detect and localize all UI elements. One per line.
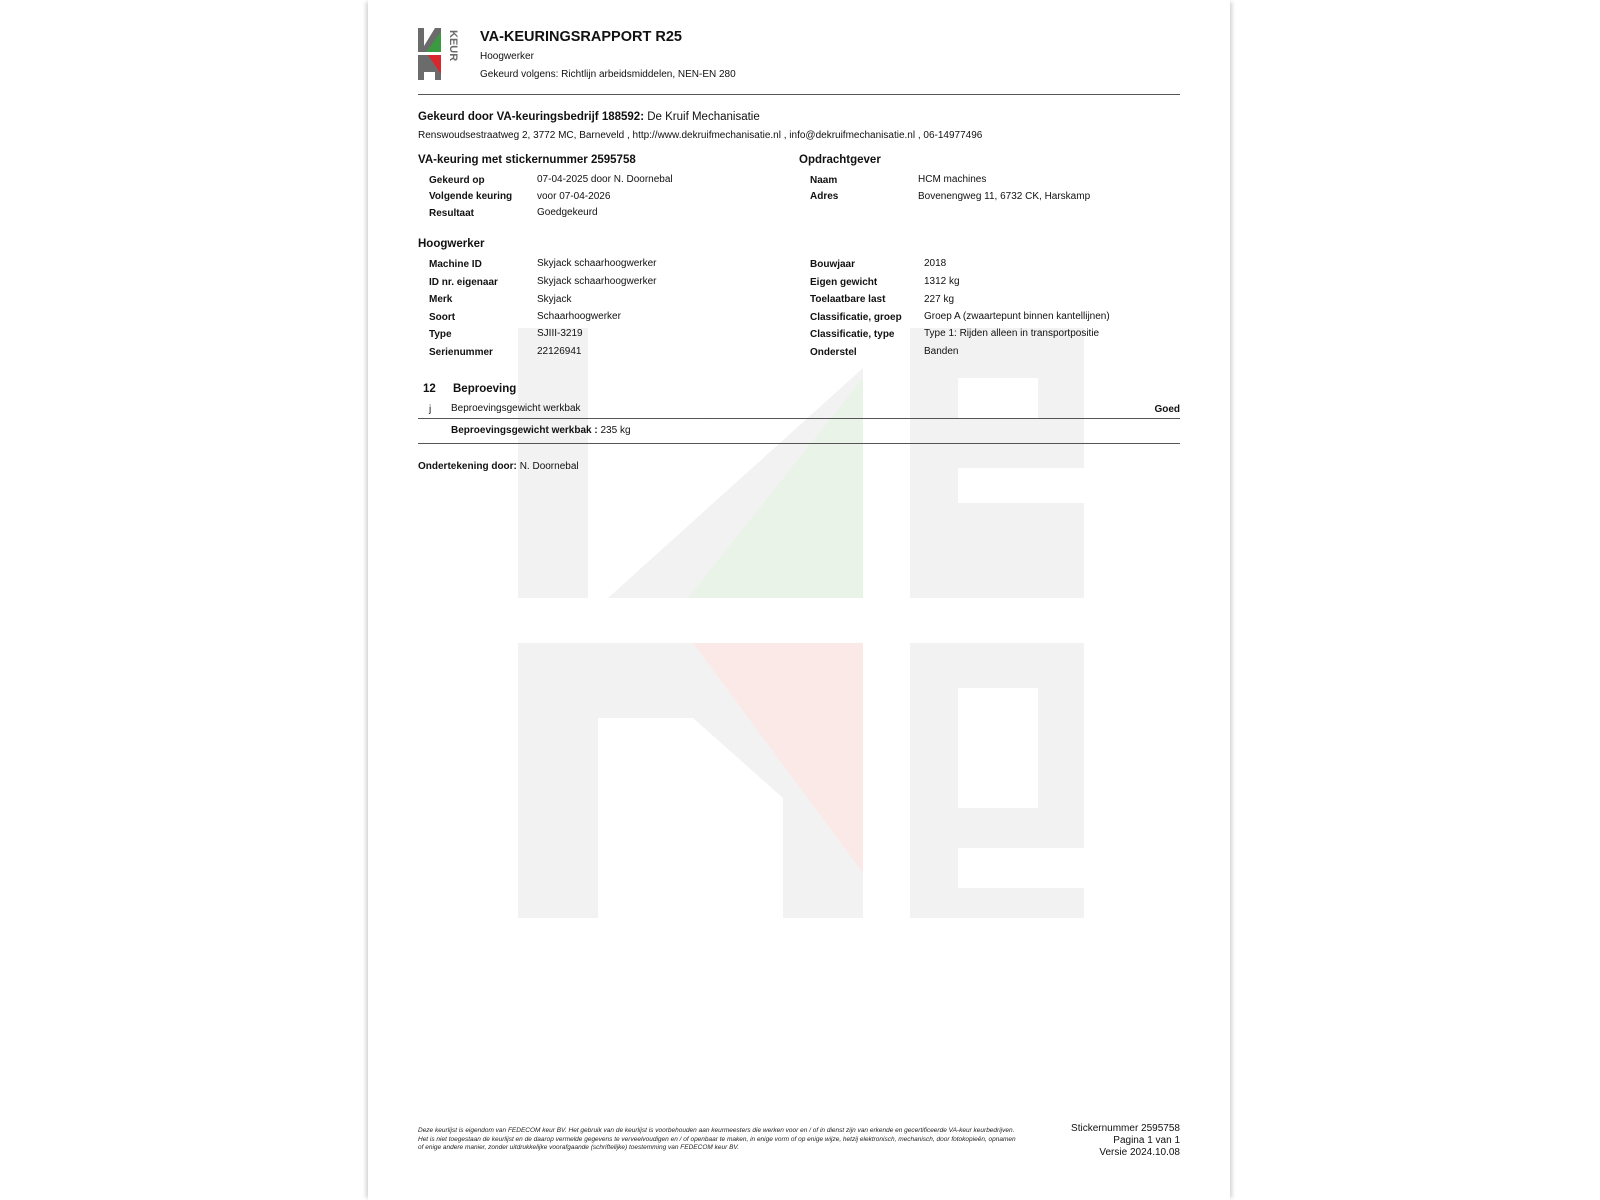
report-subtitle: Hoogwerker xyxy=(480,51,534,62)
machine-label: ID nr. eigenaar xyxy=(429,277,498,288)
va-keur-logo xyxy=(418,28,468,80)
machine-value: Banden xyxy=(924,346,959,357)
test-detail xyxy=(451,425,631,436)
client-value-name: HCM machines xyxy=(918,174,987,185)
client-value-address: Bovenengweg 11, 6732 CK, Harskamp xyxy=(918,191,1091,202)
machine-label: Type xyxy=(429,329,452,340)
client-label-name: Naam xyxy=(810,175,838,186)
inspector-label: Gekeurd door VA-keuringsbedrijf 188592: xyxy=(418,111,645,123)
machine-value: Groep A (zwaartepunt binnen kantellijnen) xyxy=(924,311,1110,322)
machine-value: Type 1: Rijden alleen in transportpositie xyxy=(924,328,1100,339)
test-item-result: Goed xyxy=(1154,404,1180,415)
test-divider-top xyxy=(418,418,1180,419)
signature-label: Ondertekening door: xyxy=(418,461,517,472)
machine-label: Merk xyxy=(429,294,453,305)
test-divider-bottom xyxy=(418,443,1180,444)
machine-value: Skyjack schaarhoogwerker xyxy=(537,276,657,287)
test-number: 12 xyxy=(423,383,436,395)
watermark-logo xyxy=(518,328,1094,918)
inspector-line xyxy=(418,111,760,123)
footer-legal-text: Deze keurlijst is eigendom van FEDECOM keur BV. Het gebruik van de keurlijst is voorbehouden aan keurmeesters die werken voor en / of in dienst zijn van erkende en gecertificeerde VA-keur keurbedrijven. Het is niet toegestaan de keurlijst en de daarop vermelde gegevens te verveelvoudigen en / of openbaar te maken, in enige vorm of op enige wijze, hetzij elektronisch, mechanisch, door fotokopieën, opnamen of enige andere manier, zonder uitdrukkelijke voorafgaande (schriftelijke) toestemming van FEDECOM keur BV. xyxy=(418,1127,1016,1151)
machine-label: Soort xyxy=(429,312,456,323)
report-page xyxy=(368,0,1230,1200)
logo-text: KEUR xyxy=(447,30,459,62)
keuring-label-next: Volgende keuring xyxy=(429,191,513,202)
test-item-label: Beproevingsgewicht werkbak xyxy=(451,403,581,414)
machine-label: Classificatie, groep xyxy=(810,312,902,323)
keuring-label-result: Resultaat xyxy=(429,208,475,219)
test-detail-value: 235 kg xyxy=(600,425,631,436)
machine-value: SJIII-3219 xyxy=(537,328,583,339)
report-title: VA-KEURINGSRAPPORT R25 xyxy=(480,29,682,45)
inspector-contact: Renswoudsestraatweg 2, 3772 MC, Barneveld , http://www.dekruifmechanisatie.nl , info@dekruifmechanisatie.nl , 06-14977496 xyxy=(418,130,983,141)
footer-version: Versie 2024.10.08 xyxy=(1099,1147,1180,1158)
test-detail-label: Beproevingsgewicht werkbak : xyxy=(451,425,598,436)
keuring-label-inspected: Gekeurd op xyxy=(429,175,485,186)
machine-label: Onderstel xyxy=(810,347,857,358)
machine-value: 227 kg xyxy=(924,294,955,305)
machine-value: Skyjack schaarhoogwerker xyxy=(537,258,657,269)
signature-name: N. Doornebal xyxy=(519,461,579,472)
machine-value: 22126941 xyxy=(537,346,582,357)
machine-value: Skyjack xyxy=(537,294,572,305)
machine-label: Classificatie, type xyxy=(810,329,895,340)
machine-label: Machine ID xyxy=(429,259,482,270)
machine-value: Schaarhoogwerker xyxy=(537,311,621,322)
machine-value: 1312 kg xyxy=(924,276,960,287)
machine-heading: Hoogwerker xyxy=(418,238,485,250)
test-item-letter: j xyxy=(429,404,432,415)
machine-label: Eigen gewicht xyxy=(810,277,878,288)
footer-sticker: Stickernummer 2595758 xyxy=(1071,1123,1180,1134)
header-divider xyxy=(418,94,1180,95)
machine-value: 2018 xyxy=(924,258,947,269)
keuring-value-next: voor 07-04-2026 xyxy=(537,191,611,202)
machine-label: Toelaatbare last xyxy=(810,294,886,305)
machine-label: Serienummer xyxy=(429,347,493,358)
test-heading: Beproeving xyxy=(453,383,517,395)
footer-page: Pagina 1 van 1 xyxy=(1113,1135,1180,1146)
machine-label: Bouwjaar xyxy=(810,259,856,270)
keuring-heading: VA-keuring met stickernummer 2595758 xyxy=(418,154,636,166)
signature-line xyxy=(418,461,579,472)
keuring-value-inspected: 07-04-2025 door N. Doornebal xyxy=(537,174,673,185)
keuring-value-result: Goedgekeurd xyxy=(537,207,598,218)
client-heading: Opdrachtgever xyxy=(799,154,881,166)
inspector-name: De Kruif Mechanisatie xyxy=(647,111,760,123)
report-norm: Gekeurd volgens: Richtlijn arbeidsmiddelen, NEN-EN 280 xyxy=(480,69,736,80)
client-label-address: Adres xyxy=(810,191,839,202)
